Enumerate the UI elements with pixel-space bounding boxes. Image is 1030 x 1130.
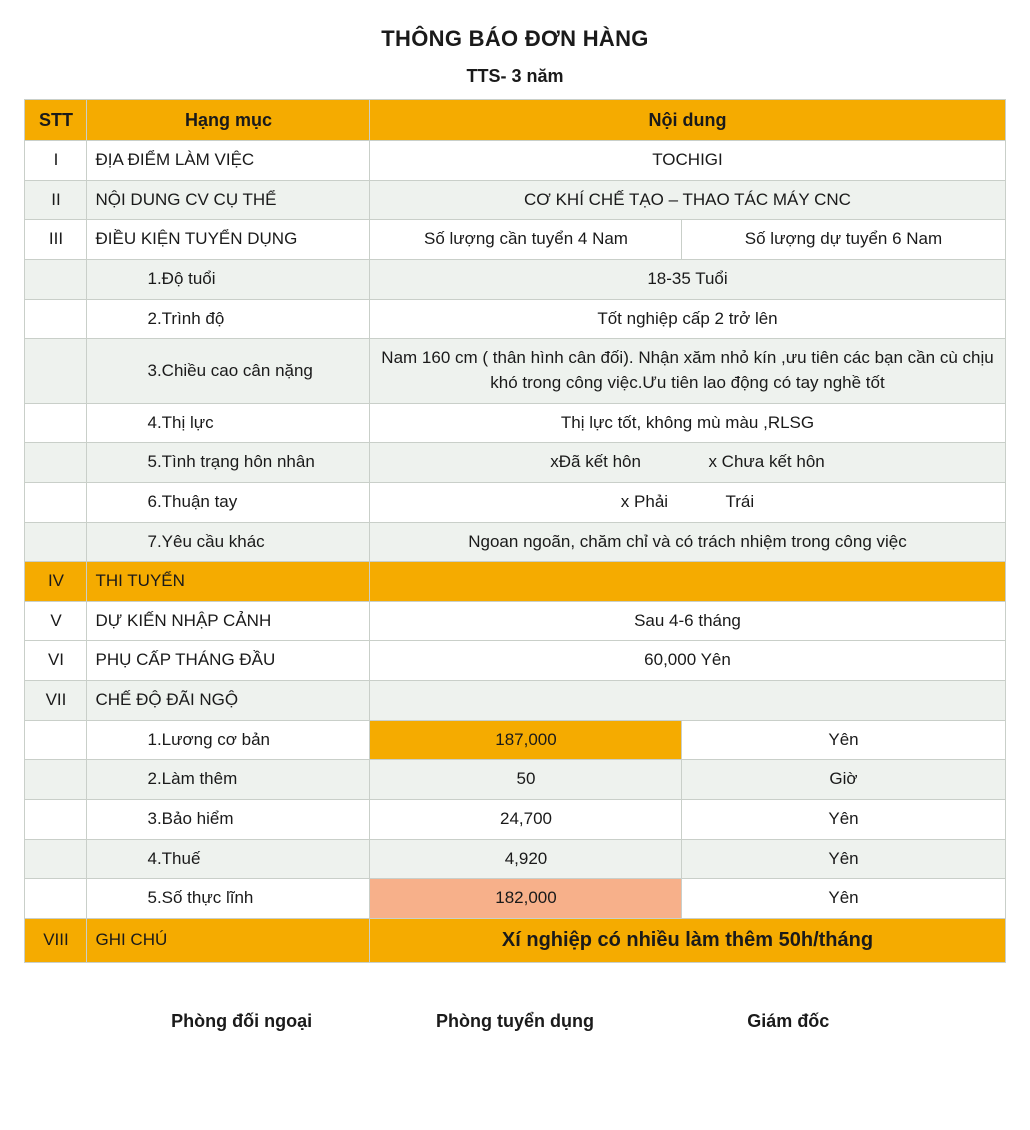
- row-value-base-salary: 187,000: [370, 720, 682, 760]
- row-value-quota-applicants: Số lượng dự tuyển 6 Nam: [682, 220, 1005, 260]
- row-item: DỰ KIẾN NHẬP CẢNH: [87, 601, 370, 641]
- row-value: [370, 681, 1005, 721]
- row-value-insurance: 24,700: [370, 799, 682, 839]
- table-row: [25, 141, 1005, 181]
- row-stt: [25, 799, 87, 839]
- row-value: TOCHIGI: [370, 141, 1005, 181]
- row-value-handedness-options: [370, 482, 1005, 522]
- signature-foreign-affairs: Phòng đối ngoại: [171, 1010, 313, 1031]
- row-stt: [25, 443, 87, 483]
- row-item: 3.Chiều cao cân nặng: [87, 339, 370, 403]
- row-unit: Yên: [682, 839, 1005, 879]
- table-row-section-exam: [25, 562, 1005, 602]
- table-row: [25, 799, 1005, 839]
- page-title: THÔNG BÁO ĐƠN HÀNG: [381, 26, 649, 51]
- column-header-item: Hạng mục: [87, 100, 370, 141]
- signature-director: Giám đốc: [747, 1010, 830, 1031]
- row-stt: IV: [25, 562, 87, 602]
- row-value-note: Xí nghiệp có nhiều làm thêm 50h/tháng: [370, 918, 1005, 962]
- row-stt: VII: [25, 681, 87, 721]
- row-item: PHỤ CẤP THÁNG ĐẦU: [87, 641, 370, 681]
- row-item: 4.Thuế: [87, 839, 370, 879]
- table-row: [25, 641, 1005, 681]
- row-stt: [25, 839, 87, 879]
- table-row: [25, 220, 1005, 260]
- row-value: Sau 4-6 tháng: [370, 601, 1005, 641]
- row-item: 1.Lương cơ bản: [87, 720, 370, 760]
- table-row: [25, 601, 1005, 641]
- page-subtitle: TTS- 3 năm: [466, 66, 564, 86]
- signature-recruitment: Phòng tuyển dụng: [436, 1010, 594, 1031]
- table-row-note: [25, 918, 1005, 962]
- row-stt: [25, 522, 87, 562]
- row-stt: [25, 879, 87, 919]
- row-item: 4.Thị lực: [87, 403, 370, 443]
- row-value-marital-options: [370, 443, 1005, 483]
- row-value: Nam 160 cm ( thân hình cân đối). Nhận xăm nhỏ kín ,ưu tiên các bạn cần cù chịu khó trong công việc.Ưu tiên lao động có tay nghề tốt: [370, 339, 1005, 403]
- row-item: 7.Yêu cầu khác: [87, 522, 370, 562]
- row-item: ĐIỀU KIỆN TUYỂN DỤNG: [87, 220, 370, 260]
- row-stt: [25, 260, 87, 300]
- table-row: [25, 260, 1005, 300]
- row-value: 60,000 Yên: [370, 641, 1005, 681]
- table-row: [25, 839, 1005, 879]
- row-value: [370, 562, 1005, 602]
- table-row: [25, 760, 1005, 800]
- row-item: 5.Số thực lĩnh: [87, 879, 370, 919]
- row-value-net-salary: 182,000: [370, 879, 682, 919]
- row-stt: [25, 482, 87, 522]
- row-value-overtime: 50: [370, 760, 682, 800]
- row-item: THI TUYỂN: [87, 562, 370, 602]
- table-row: [25, 522, 1005, 562]
- row-value: Thị lực tốt, không mù màu ,RLSG: [370, 403, 1005, 443]
- table-row: [25, 482, 1005, 522]
- option-married: xĐã kết hôn: [550, 452, 641, 472]
- row-stt: II: [25, 180, 87, 220]
- table-row: [25, 879, 1005, 919]
- row-value: Ngoan ngoãn, chăm chỉ và có trách nhiệm trong công việc: [370, 522, 1005, 562]
- table-row: [25, 403, 1005, 443]
- row-unit: Yên: [682, 879, 1005, 919]
- row-item: 1.Độ tuổi: [87, 260, 370, 300]
- row-item: ĐỊA ĐIỂM LÀM VIỆC: [87, 141, 370, 181]
- table-row: [25, 339, 1005, 403]
- row-stt: [25, 720, 87, 760]
- table-row: [25, 180, 1005, 220]
- row-stt: V: [25, 601, 87, 641]
- row-value: CƠ KHÍ CHẾ TẠO – THAO TÁC MÁY CNC: [370, 180, 1005, 220]
- row-item: CHẾ ĐỘ ĐÃI NGỘ: [87, 681, 370, 721]
- table-header-row: [25, 100, 1005, 141]
- row-stt: VIII: [25, 918, 87, 962]
- table-row: [25, 681, 1005, 721]
- row-value-tax: 4,920: [370, 839, 682, 879]
- row-stt: [25, 299, 87, 339]
- row-value: 18-35 Tuổi: [370, 260, 1005, 300]
- row-stt: III: [25, 220, 87, 260]
- row-unit: Giờ: [682, 760, 1005, 800]
- row-item: 3.Bảo hiểm: [87, 799, 370, 839]
- row-item: GHI CHÚ: [87, 918, 370, 962]
- option-left-hand: Trái: [725, 491, 755, 511]
- table-row: [25, 299, 1005, 339]
- order-announcement-table: [24, 99, 1005, 963]
- row-unit: Yên: [682, 799, 1005, 839]
- row-value: Tốt nghiệp cấp 2 trở lên: [370, 299, 1005, 339]
- row-unit: Yên: [682, 720, 1005, 760]
- table-row: [25, 720, 1005, 760]
- row-stt: [25, 403, 87, 443]
- row-value-quota-needed: Số lượng cần tuyển 4 Nam: [370, 220, 682, 260]
- row-stt: VI: [25, 641, 87, 681]
- option-single: x Chưa kết hôn: [708, 452, 825, 472]
- signature-block: [105, 963, 925, 1032]
- column-header-content: Nội dung: [370, 100, 1005, 141]
- column-header-stt: STT: [25, 100, 87, 141]
- row-item: NỘI DUNG CV CỤ THỂ: [87, 180, 370, 220]
- row-stt: I: [25, 141, 87, 181]
- row-stt: [25, 339, 87, 403]
- row-stt: [25, 760, 87, 800]
- row-item: 2.Làm thêm: [87, 760, 370, 800]
- table-row: [25, 443, 1005, 483]
- row-item: 6.Thuận tay: [87, 482, 370, 522]
- option-right-hand: x Phải: [620, 491, 669, 511]
- row-item: 5.Tình trạng hôn nhân: [87, 443, 370, 483]
- row-item: 2.Trình độ: [87, 299, 370, 339]
